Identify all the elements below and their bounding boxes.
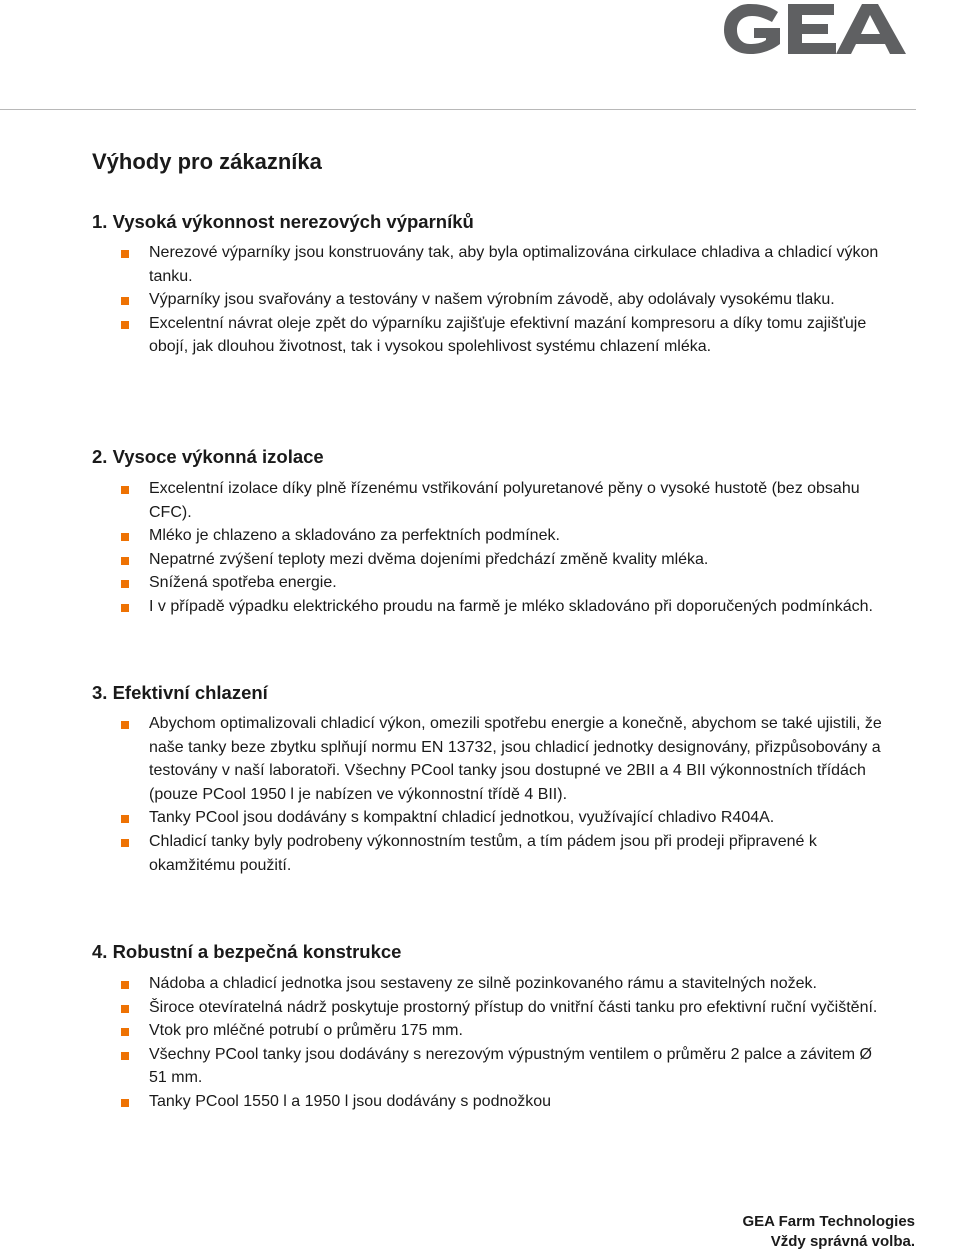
footer-company: GEA Farm Technologies [742,1213,915,1230]
gea-logo [722,0,908,60]
list-item [92,288,892,312]
bullet-square-icon [121,557,129,565]
bullet-square-icon [121,486,129,494]
list-item [92,1090,892,1114]
header-divider [0,109,916,110]
bullet-square-icon [121,580,129,588]
section-insulation [92,445,892,619]
bullet-square-icon [121,250,129,258]
logo-letter-g [724,4,780,54]
list-item [92,996,892,1020]
list-item [92,830,892,877]
list-item-text: Nepatrné zvýšení teploty mezi dvěma dojeními předchází změně kvality mléka. [149,550,709,568]
list-item [92,712,892,806]
list-item-text: Výparníky jsou svařovány a testovány v našem výrobním závodě, aby odolávaly vysokému tlaku. [149,291,835,309]
bullet-square-icon [121,815,129,823]
section-heading: 3. Efektivní chlazení [92,682,268,703]
list-item-text: Mléko je chlazeno a skladováno za perfektních podmínek. [149,527,560,545]
bullet-square-icon [121,1052,129,1060]
section-heading: 1. Vysoká výkonnost nerezových výparníků [92,211,474,232]
list-item-text: Tanky PCool jsou dodávány s kompaktní chladicí jednotkou, využívající chladivo R404A. [149,809,775,827]
list-item-text: Nádoba a chladicí jednotka jsou sestaveny ze silně pozinkovaného rámu a stavitelných nožek. [149,975,817,992]
bullet-square-icon [121,721,129,729]
list-item-text: Tanky PCool 1550 l a 1950 l jsou dodávány s podnožkou [149,1092,552,1110]
list-item-text: I v případě výpadku elektrického proudu na farmě je mléko skladováno při doporučených podmínkách. [149,597,873,615]
footer [742,1212,915,1252]
list-item [92,548,892,572]
section-heading: 2. Vysoce výkonná izolace [92,446,324,467]
section-cooling [92,681,892,877]
list-item [92,806,892,830]
list-item [92,312,892,359]
list-item [92,972,892,996]
bullet-square-icon [121,1028,129,1036]
list-item-text: Široce otevíratelná nádrž poskytuje prostorný přístup do vnitřní části tanku pro efektivní ruční vyčištění. [149,998,878,1016]
bullet-square-icon [121,981,129,989]
list-item [92,1043,892,1090]
list-item [92,595,892,619]
list-item [92,241,892,288]
list-item-text: Snížená spotřeba energie. [149,574,337,592]
page-title: Výhody pro zákazníka [92,149,322,174]
bullet-list [92,972,892,1114]
bullet-square-icon [121,1005,129,1013]
list-item-text: Abychom optimalizovali chladicí výkon, omezili spotřebu energie a konečně, abychom se také ujistili, že naše tanky beze zbytku splňují normu EN 13732, jsou chladicí jednotky designovány, přizpůsobovány a testovány v naší laboratoři. Všechny PCool tanky jsou dostupné ve 2BII a 4 BII výkonnostních třídách (pouze PCool 1950 l je nabízen ve výkonnostní třídě 4 BII). [149,715,882,803]
list-item-text: Excelentní izolace díky plně řízenému vstřikování polyuretanové pěny o vysoké hustotě (bez obsahu CFC). [149,480,860,521]
list-item-text: Chladicí tanky byly podrobeny výkonnostním testům, a tím pádem jsou při prodeji připravené k okamžitému použití. [149,832,817,874]
list-item [92,571,892,595]
logo-letter-a [836,4,906,54]
section-performance [92,210,892,359]
bullet-list [92,477,892,619]
list-item [92,477,892,524]
bullet-list [92,712,892,877]
list-item-text: Vtok pro mléčné potrubí o průměru 175 mm. [149,1022,463,1040]
bullet-square-icon [121,297,129,305]
bullet-square-icon [121,1099,129,1107]
list-item [92,1019,892,1043]
list-item [92,524,892,548]
list-item-text: Nerezové výparníky jsou konstruovány tak, aby byla optimalizována cirkulace chladiva a chladicí výkon tanku. [149,244,879,285]
bullet-list [92,241,892,359]
bullet-square-icon [121,839,129,847]
footer-slogan: Vždy správná volba. [770,1233,915,1250]
bullet-square-icon [121,604,129,612]
section-heading: 4. Robustní a bezpečná konstrukce [92,941,402,962]
list-item-text: Excelentní návrat oleje zpět do výparníku zajišťuje efektivní mazání kompresoru a díky tomu zajišťuje obojí, jak dlouhou životnost, tak i vysokou spolehlivost systému chlazení mléka. [149,314,867,356]
list-item-text: Všechny PCool tanky jsou dodávány s nerezovým výpustným ventilem o průměru 2 palce a závitem Ø 51 mm. [149,1045,872,1087]
bullet-square-icon [121,321,129,329]
section-construction [92,940,892,1114]
bullet-square-icon [121,533,129,541]
logo-letter-e [788,4,836,54]
